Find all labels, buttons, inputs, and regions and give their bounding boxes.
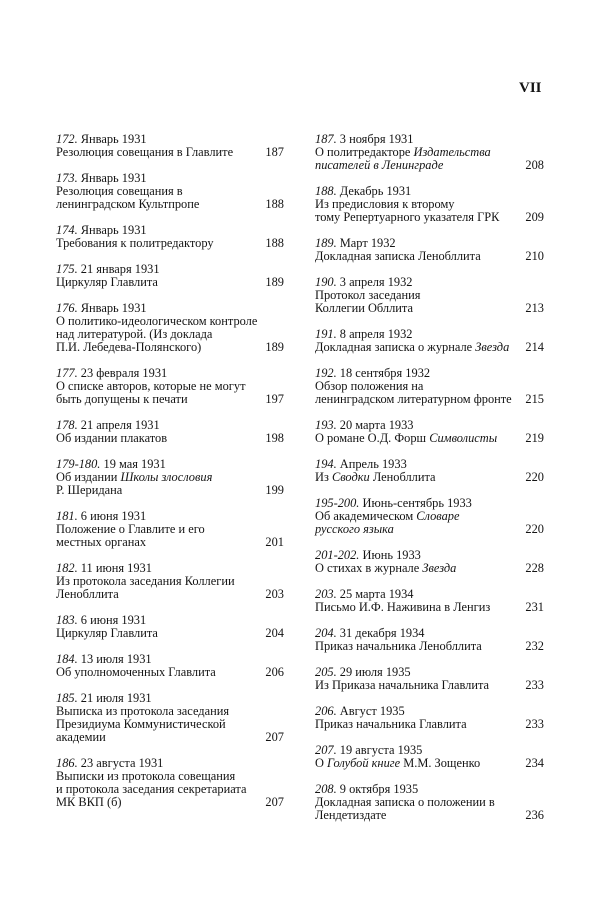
entry-number: 194. (315, 457, 337, 471)
entry-title-line: Из Сводки Ленобллита 220 (315, 470, 544, 484)
entry-title-line: местных органах 201 (56, 535, 284, 549)
entry-page-number: 188 (265, 236, 284, 250)
toc-entry (56, 692, 284, 744)
italic-title: Голубой книге (327, 756, 401, 770)
italic-title: Словаре (416, 509, 460, 523)
entry-title-line: ленинградском литературном фронте 215 (315, 392, 544, 406)
toc-entry (315, 419, 544, 445)
entry-number: 190. (315, 275, 337, 289)
entry-page-number: 207 (265, 730, 284, 744)
entry-title-line: О стихах в журнале Звезда 228 (315, 561, 544, 575)
entry-title-line: над литературой. (Из доклада (56, 327, 213, 341)
entry-number: 183. (56, 613, 78, 627)
entry-date: 13 июля 1931 (77, 652, 152, 666)
toc-entry (315, 458, 544, 484)
italic-title: писателей в Ленинграде (315, 158, 444, 172)
entry-title-line: П.И. Лебедева-Полянского) 189 (56, 340, 284, 354)
entry-date: 20 марта 1933 (336, 418, 414, 432)
entry-page-number: 187 (265, 145, 284, 159)
entry-date: 3 апреля 1932 (336, 275, 413, 289)
italic-title: Школы злословия (120, 470, 213, 484)
entry-title-line: Из Приказа начальника Главлита 233 (315, 678, 544, 692)
entry-date: Январь 1931 (77, 171, 147, 185)
toc-entry (315, 328, 544, 354)
toc-entry (56, 224, 284, 250)
entry-date: 25 марта 1934 (336, 587, 414, 601)
italic-title: русского языка (315, 522, 394, 536)
toc-entry (315, 276, 544, 315)
entry-number: 182. (56, 561, 78, 575)
entry-number: 203. (315, 587, 337, 601)
entry-title-line: О политико-идеологическом контроле (56, 314, 258, 328)
entry-date: Январь 1931 (77, 301, 147, 315)
entry-page-number: 220 (525, 470, 544, 484)
entry-number: 192. (315, 366, 337, 380)
toc-entry (56, 133, 284, 159)
toc-entry (56, 562, 284, 601)
entry-title-line: Требования к политредактору 188 (56, 236, 284, 250)
entry-title-line: Лендетиздате 236 (315, 808, 544, 822)
entry-date: Декабрь 1931 (336, 184, 412, 198)
entry-number: 201-202. (315, 548, 360, 562)
entry-page-number: 188 (265, 197, 284, 211)
entry-title-line: О списке авторов, которые не могут (56, 379, 246, 393)
entry-number: 188. (315, 184, 337, 198)
entry-page-number: 233 (525, 678, 544, 692)
entry-title-line: Выписка из протокола заседания (56, 704, 230, 718)
entry-title-line: О Голубой книге М.М. Зощенко 234 (315, 756, 544, 770)
entry-date: 23 августа 1931 (77, 756, 164, 770)
entry-date: Июнь-сентябрь 1933 (359, 496, 472, 510)
entry-number: 195-200. (315, 496, 360, 510)
toc-entry (56, 510, 284, 549)
entry-title-line: Протокол заседания (315, 288, 421, 302)
entry-number: 172. (56, 132, 78, 146)
toc-entry (56, 653, 284, 679)
entry-page-number: 197 (265, 392, 284, 406)
toc-entry (56, 367, 284, 406)
entry-date: Июнь 1933 (359, 548, 421, 562)
entry-title-line: тому Репертуарного указателя ГРК 209 (315, 210, 544, 224)
entry-page-number: 203 (265, 587, 284, 601)
entry-date: 3 ноября 1931 (336, 132, 414, 146)
toc-entry (315, 666, 544, 692)
entry-date: 23 февраля 1931 (77, 366, 168, 380)
entry-number: 179-180. (56, 457, 101, 471)
entry-number: 176. (56, 301, 78, 315)
entry-title-line: Письмо И.Ф. Наживина в Ленгиз 231 (315, 600, 544, 614)
entry-title-line: Положение о Главлите и его (56, 522, 205, 536)
entry-page-number: 198 (265, 431, 284, 445)
entry-page-number: 207 (265, 795, 284, 809)
entry-page-number: 209 (525, 210, 544, 224)
entry-date: 21 апреля 1931 (77, 418, 160, 432)
entry-title-line (315, 523, 544, 536)
entry-title-line: Об издании плакатов 198 (56, 431, 284, 445)
entry-title-line: Циркуляр Главлита 189 (56, 275, 284, 289)
entry-title-line: Из протокола заседания Коллегии (56, 574, 235, 588)
entry-page-number: 234 (525, 756, 544, 770)
entry-number: 181. (56, 509, 78, 523)
toc-entry (315, 549, 544, 575)
entry-title-line: МК ВКП (б) 207 (56, 795, 284, 809)
entry-number: 186. (56, 756, 78, 770)
entry-title-line: Циркуляр Главлита 204 (56, 626, 284, 640)
entry-title-line: Резолюция совещания в (56, 184, 183, 198)
entry-date: Январь 1931 (77, 132, 147, 146)
entry-page-number: 206 (265, 665, 284, 679)
entry-title-line: и протокола заседания секретариата (56, 782, 247, 796)
entry-title-line: Об академическом Словаре (315, 509, 460, 523)
entry-title-line: Резолюция совещания в Главлите 187 (56, 145, 284, 159)
entry-date: 6 июня 1931 (77, 613, 147, 627)
toc-entry (315, 744, 544, 770)
italic-title: Звезда (422, 561, 457, 575)
entry-date: 11 июня 1931 (77, 561, 152, 575)
entry-page-number: 215 (525, 392, 544, 406)
entry-number: 185. (56, 691, 78, 705)
entry-date: 21 июля 1931 (77, 691, 152, 705)
entry-title-line: Приказ начальника Главлита 233 (315, 717, 544, 731)
entry-number: 174. (56, 223, 78, 237)
toc-entry (56, 757, 284, 809)
entry-date: 18 сентября 1932 (336, 366, 431, 380)
toc-entry (315, 367, 544, 406)
entry-date: 8 апреля 1932 (336, 327, 413, 341)
entry-date: 19 мая 1931 (100, 457, 166, 471)
toc-entry (315, 497, 544, 536)
entry-date: 9 октября 1935 (336, 782, 419, 796)
entry-page-number: 199 (265, 483, 284, 497)
entry-title-line: Президиума Коммунистической (56, 717, 226, 731)
entry-date: Август 1935 (336, 704, 405, 718)
toc-entry (315, 627, 544, 653)
entry-title-line: Коллегии Обллита 213 (315, 301, 544, 315)
entry-title-line: Докладная записка о положении в (315, 795, 495, 809)
entry-number: 178. (56, 418, 78, 432)
toc-entry (315, 185, 544, 224)
toc-entry (315, 783, 544, 822)
entry-page-number: 232 (525, 639, 544, 653)
entry-number: 205. (315, 665, 337, 679)
entry-date: Март 1932 (336, 236, 396, 250)
entry-page-number: 208 (525, 158, 544, 172)
toc-entry (315, 705, 544, 731)
entry-page-number: 236 (525, 808, 544, 822)
entry-title-line: Об уполномоченных Главлита 206 (56, 665, 284, 679)
entry-number: 187. (315, 132, 337, 146)
entry-date: 29 июля 1935 (336, 665, 411, 679)
entry-page-number: 220 (525, 522, 544, 536)
italic-title: Символисты (429, 431, 498, 445)
entry-number: 204. (315, 626, 337, 640)
entry-title-line: Р. Шеридана 199 (56, 483, 284, 497)
entry-number: 189. (315, 236, 337, 250)
italic-title: Издательства (413, 145, 491, 159)
entry-page-number: 204 (265, 626, 284, 640)
page-number: VII (519, 80, 542, 96)
entry-date: 19 августа 1935 (336, 743, 423, 757)
entry-title-line: О политредакторе Издательства (315, 145, 491, 159)
entry-title-line: Выписки из протокола совещания (56, 769, 236, 783)
italic-title: Звезда (475, 340, 510, 354)
entry-title-line: быть допущены к печати 197 (56, 392, 284, 406)
toc-entry (56, 172, 284, 211)
entry-date: Январь 1931 (77, 223, 147, 237)
entry-number: 206. (315, 704, 337, 718)
entry-date: 31 декабря 1934 (336, 626, 425, 640)
entry-title-line (315, 159, 544, 172)
entry-number: 191. (315, 327, 337, 341)
entry-title-line: ленинградском Культпропе 188 (56, 197, 284, 211)
italic-title: Сводки (331, 470, 370, 484)
entry-number: 175. (56, 262, 78, 276)
entry-date: 21 января 1931 (77, 262, 160, 276)
entry-number: 193. (315, 418, 337, 432)
entry-title-line: Из предисловия к второму (315, 197, 455, 211)
entry-number: 208. (315, 782, 337, 796)
entry-number: 177. (56, 366, 78, 380)
toc-entry (315, 133, 544, 172)
toc-entry (56, 302, 284, 354)
toc-entry (56, 263, 284, 289)
entry-page-number: 214 (525, 340, 544, 354)
entry-title-line: Об издании Школы злословия (56, 470, 213, 484)
toc-entry (315, 588, 544, 614)
entry-title-line: О романе О.Д. Форш Символисты 219 (315, 431, 544, 445)
entry-title-line: Обзор положения на (315, 379, 424, 393)
entry-page-number: 213 (525, 301, 544, 315)
entry-page-number: 219 (525, 431, 544, 445)
entry-title-line: академии 207 (56, 730, 284, 744)
entry-title-line: Докладная записка Ленобллита 210 (315, 249, 544, 263)
entry-number: 173. (56, 171, 78, 185)
entry-page-number: 233 (525, 717, 544, 731)
entry-page-number: 189 (265, 340, 284, 354)
entry-page-number: 210 (525, 249, 544, 263)
toc-entry (56, 458, 284, 497)
entry-title-line: Докладная записка о журнале Звезда 214 (315, 340, 544, 354)
entry-title-line: Приказ начальника Ленобллита 232 (315, 639, 544, 653)
entry-date: 6 июня 1931 (77, 509, 147, 523)
entry-date: Апрель 1933 (336, 457, 407, 471)
entry-page-number: 228 (525, 561, 544, 575)
entry-page-number: 231 (525, 600, 544, 614)
entry-number: 207. (315, 743, 337, 757)
entry-page-number: 201 (265, 535, 284, 549)
toc-entry (56, 419, 284, 445)
entry-number: 184. (56, 652, 78, 666)
toc-entry (315, 237, 544, 263)
toc-entry (56, 614, 284, 640)
entry-title-line: Ленобллита 203 (56, 587, 284, 601)
entry-page-number: 189 (265, 275, 284, 289)
